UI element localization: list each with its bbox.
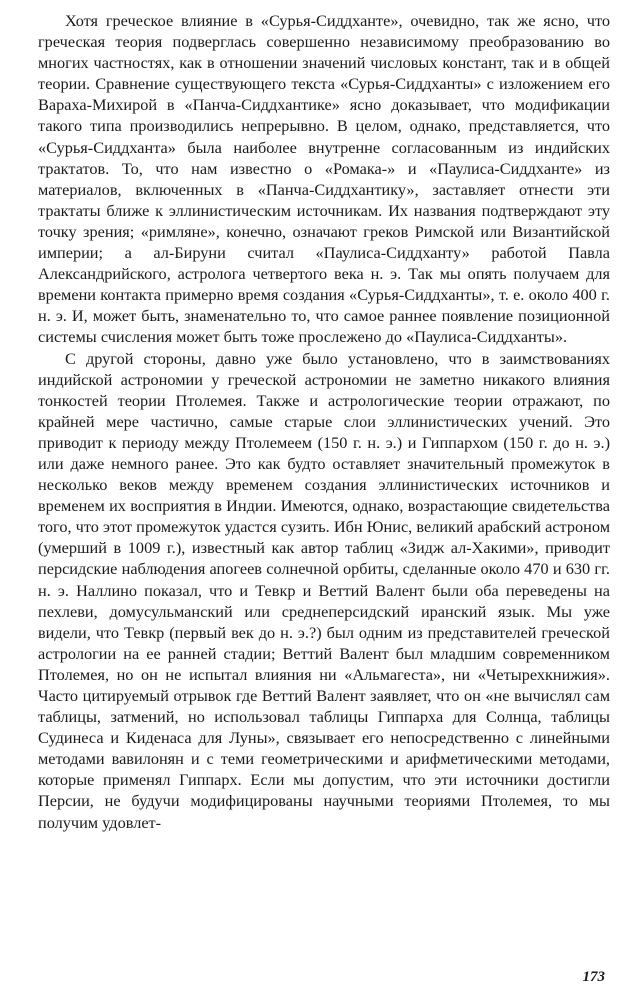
paragraph-2: С другой стороны, давно уже было установлено, что в заимствованиях индийской астрономии у греческой астрономии не заметно никакого влияния тонкостей теории Птолемея. Также и астрологические теории отражают, по крайней мере частично, самые старые слои эллинистических учений. Это приводит к периоду между Птолемеем (150 г. н. э.) и Гиппархом (150 г. до н. э.) или даже немного ранее. Это как будто оставляет значительный промежуток в несколько веков между временем создания эллинистических источников и временем их восприятия в Индии. Имеются, однако, возрастающие свидетельства того, что этот промежуток удастся сузить. Ибн Юнис, великий арабский астроном (умерший в 1009 г.), известный как автор таблиц «Зидж ал-Хакими», приводит персидские наблюдения апогеев солнечной орбиты, сделанные около 470 и 630 гг. н. э. Наллино показал, что и Тевкр и Веттий Валент были оба переведены на пехлеви, домусульманский или среднеперсидский иранский язык. Мы уже видели, что Тевкр (первый век до н. э.?) был одним из представителей греческой астрологии на ее ранней стадии; Веттий Валент был младшим современником Птолемея, но он не испытал влияния ни «Альмагеста», ни «Четырехкнижия». Часто цитируемый отрывок где Веттий Валент заявляет, что он «не вычислял сам таблицы, затмений, но использовал таблицы Гиппарха для Солнца, таблицы Судинеса и Киденаса для Луны», связывает его непосредственно с линейными методами вавилонян и с теми геометрическими и арифметическими методами, которые применял Гиппарх. Если мы допустим, что эти источники достигли Персии, не будучи модифицированы научными теориями Птолемея, то мы получим удовлет-	[38, 348, 610, 832]
paragraph-1: Хотя греческое влияние в «Сурья-Сиддханте», очевидно, так же ясно, что греческая теория подверглась совершенно независимому преобразованию во многих частностях, как в отношении значений числовых констант, так и в общей теории. Сравнение существующего текста «Сурья-Сиддханты» с изложением его Вараха-Михирой в «Панча-Сиддхантике» ясно доказывает, что модификации такого типа производились непрерывно. В целом, однако, представляется, что «Сурья-Сиддханта» была наиболее внутренне согласованным из индийских трактатов. То, что нам известно о «Ромака-» и «Паулиса-Сиддханте» из материалов, включенных в «Панча-Сиддхантику», заставляет отнести эти трактаты ближе к эллинистическим источникам. Их названия подтверждают эту точку зрения; «римляне», конечно, означают греков Римской или Византийской империи; а ал-Бируни считал «Паулиса-Сиддханту» работой Павла Александрийского, астролога четвертого века н. э. Так мы опять получаем для времени контакта примерно время создания «Сурья-Сиддханты», т. е. около 400 г. н. э. И, может быть, знаменательно то, что самое раннее появление позиционной системы счисления может быть тоже прослежено до «Паулиса-Сиддханты».	[38, 11, 610, 347]
page-number: 173	[582, 969, 605, 985]
page-body	[38, 10, 610, 990]
